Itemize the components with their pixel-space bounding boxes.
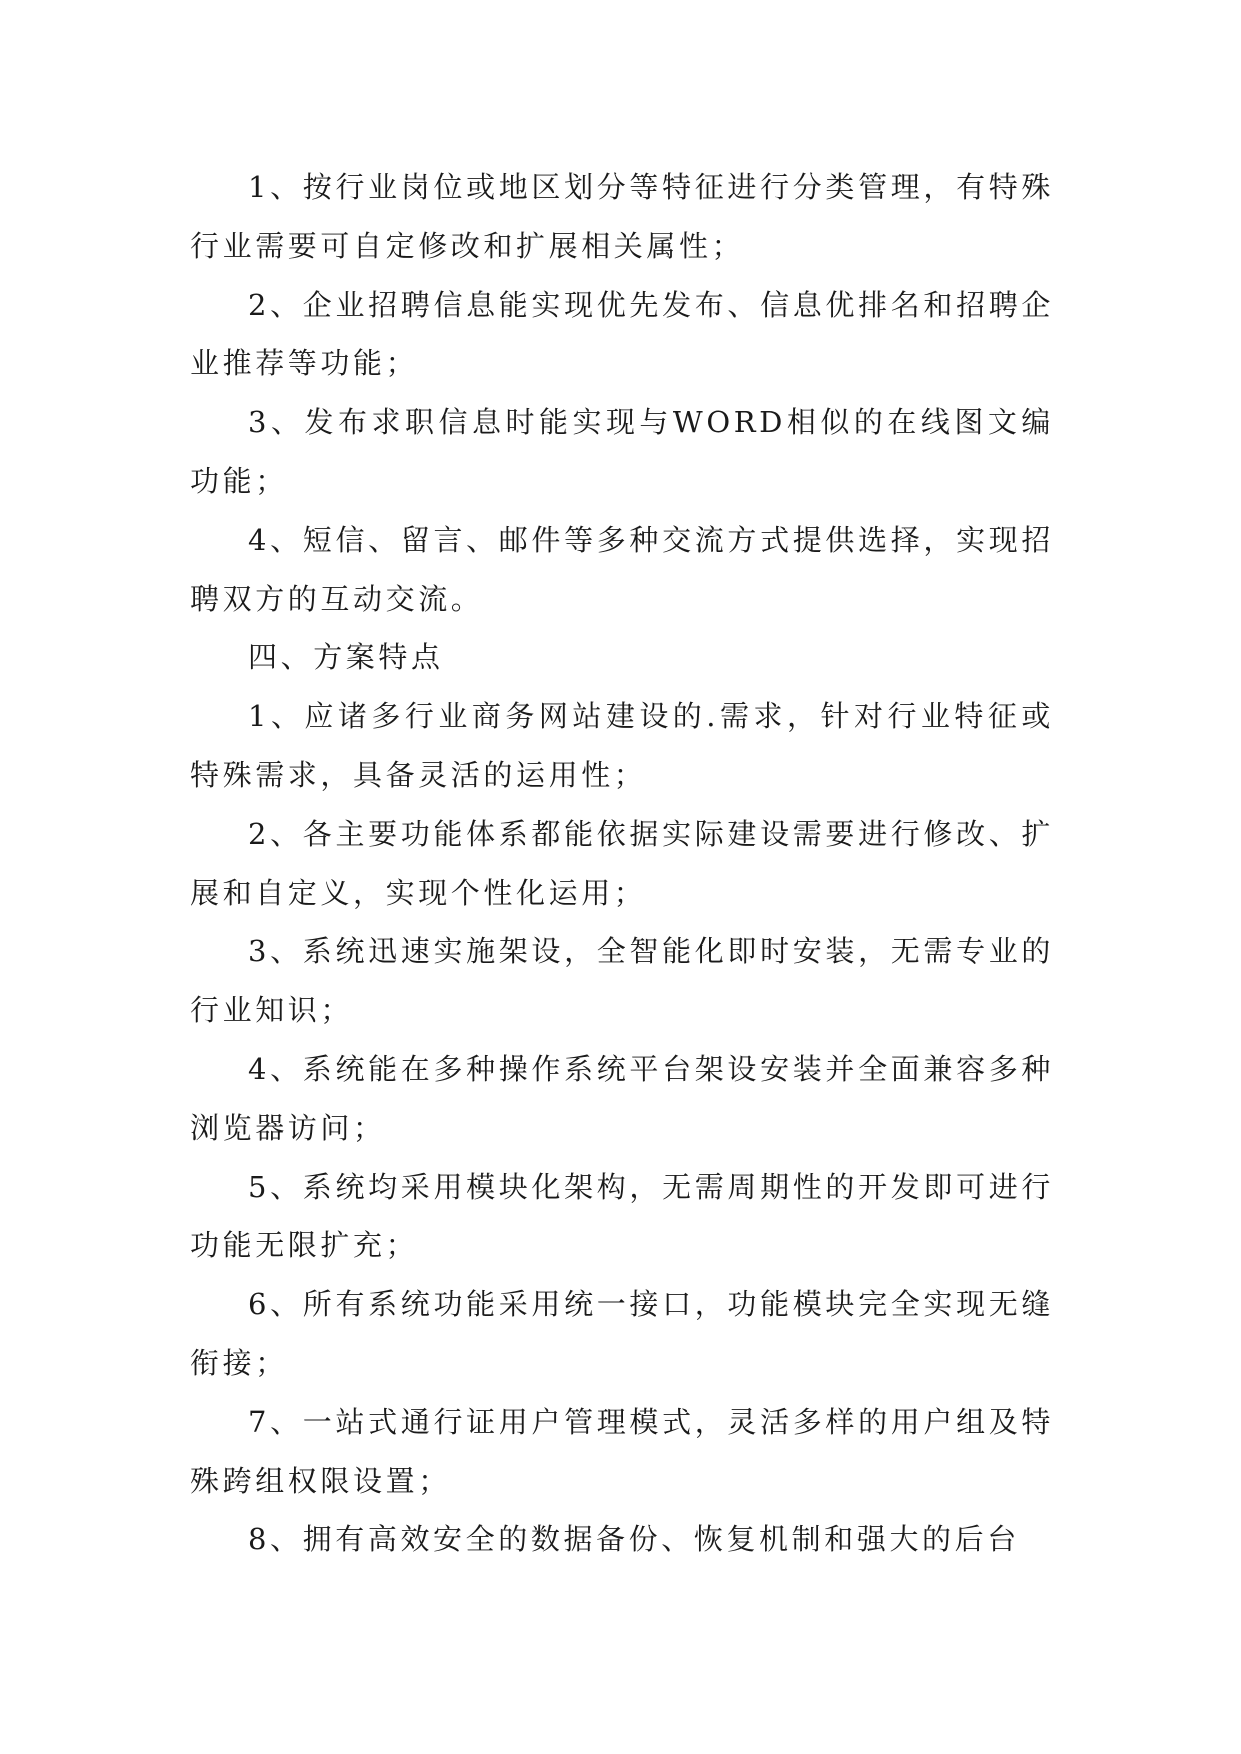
paragraph-feature-2: 2、各主要功能体系都能依据实际建设需要进行修改、扩展和自定义，实现个性化运用；: [190, 816, 1054, 910]
paragraph-category-management: 1、按行业岗位或地区划分等特征进行分类管理，有特殊行业需要可自定修改和扩展相关属性；: [190, 170, 1054, 263]
paragraph-feature-3: 3、系统迅速实施架设，全智能化即时安装，无需专业的行业知识；: [190, 934, 1054, 1028]
paragraph-communication: 4、短信、留言、邮件等多种交流方式提供选择，实现招聘双方的互动交流。: [190, 522, 1054, 616]
document-body: [190, 158, 1054, 1569]
paragraph-feature-6: 6、所有系统功能采用统一接口，功能模块完全实现无缝衔接；: [190, 1287, 1054, 1380]
paragraph-online-editor: 3、发布求职信息时能实现与WORD相似的在线图文编功能；: [190, 405, 1054, 498]
paragraph-feature-5: 5、系统均采用模块化架构，无需周期性的开发即可进行功能无限扩充；: [190, 1169, 1054, 1263]
paragraph-feature-4: 4、系统能在多种操作系统平台架设安装并全面兼容多种浏览器访问；: [190, 1051, 1054, 1145]
paragraph-feature-1: 1、应诸多行业商务网站建设的.需求，针对行业特征或特殊需求，具备灵活的运用性；: [190, 699, 1054, 792]
paragraph-feature-8: 8、拥有高效安全的数据备份、恢复机制和强大的后台: [248, 1522, 1020, 1557]
section-heading-features: 四、方案特点: [248, 640, 444, 675]
paragraph-feature-7: 7、一站式通行证用户管理模式，灵活多样的用户组及特殊跨组权限设置；: [190, 1404, 1054, 1498]
paragraph-recruitment-priority: 2、企业招聘信息能实现优先发布、信息优排名和招聘企业推荐等功能；: [190, 287, 1054, 381]
